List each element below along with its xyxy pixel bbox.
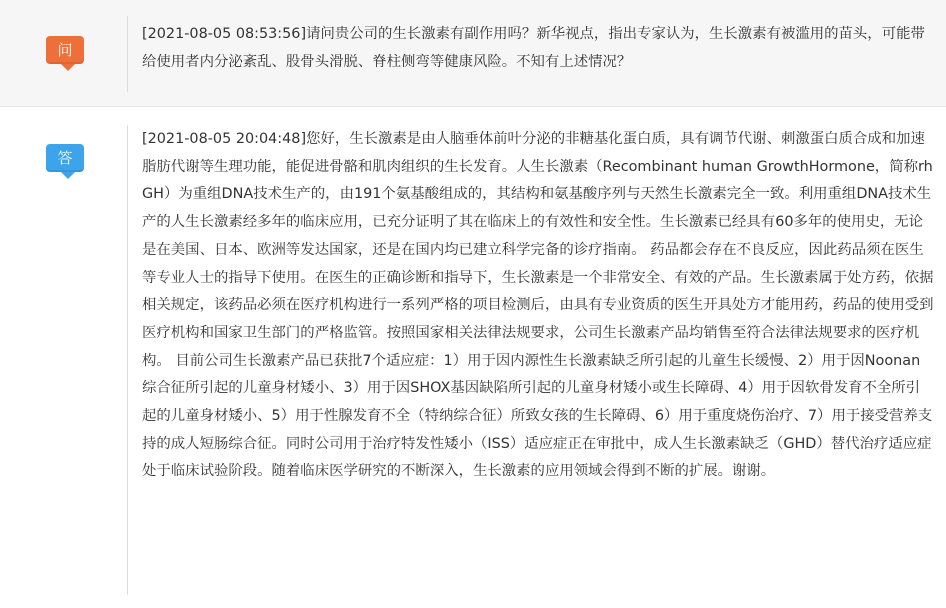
answer-divider	[127, 125, 128, 595]
question-text: [2021-08-05 08:53:56]请问贵公司的生长激素有副作用吗？新华视点，指出专家认为，生长激素有被滥用的苗头，可能带给使用者内分泌紊乱、股骨头滑脱、脊柱侧弯等健康风险。不知有上述情况？	[142, 26, 925, 70]
question-badge-icon: 问	[46, 36, 84, 64]
answer-badge-icon: 答	[46, 144, 84, 172]
answer-text: [2021-08-05 20:04:48]您好，生长激素是由人脑垂体前叶分泌的非糖基化蛋白质，具有调节代谢、刺激蛋白质合成和加速脂肪代谢等生理功能，能促进骨骼和肌肉组织的生长发育。人生长激素（Recombinant human GrowthHormone，简称rhGH）为重组DNA技术生产的，由191个氨基酸组成的，其结构和氨基酸序列与天然生长激素完全一致。利用重组DNA技术生产的人生长激素经多年的临床应用，已充分证明了其在临床上的有效性和安全性。生长激素已经具有60多年的使用史，无论是在美国、日本、欧洲等发达国家，还是在国内均已建立科学完备的诊疗指南。 药品都会存在不良反应，因此药品须在医生等专业人士的指导下使用。在医生的正确诊断和指导下，生长激素是一个非常安全、有效的产品。生长激素属于处方药，依据相关规定，该药品必须在医疗机构进行一系列严格的项目检测后，由具有专业资质的医生开具处方才能用药，药品的使用受到医疗机构和国家卫生部门的严格监管。按照国家相关法律法规要求，公司生长激素产品均销售至符合法律法规要求的医疗机构。 目前公司生长激素产品已获批7个适应症：1）用于因内源性生长激素缺乏所引起的儿童生长缓慢、2）用于因Noonan综合征所引起的儿童身材矮小、3）用于因SHOX基因缺陷所引起的儿童身材矮小或生长障碍、4）用于因软骨发育不全所引起的儿童身材矮小、5）用于性腺发育不全（特纳综合征）所致女孩的生长障碍、6）用于重度烧伤治疗、7）用于接受营养支持的成人短肠综合征。同时公司用于治疗特发性矮小（ISS）适应症正在审批中，成人生长激素缺乏（GHD）替代治疗适应症处于临床试验阶段。随着临床医学研究的不断深入，生长激素的应用领域会得到不断的扩展。谢谢。	[142, 131, 934, 480]
question-divider	[127, 16, 128, 92]
question-block	[0, 0, 946, 107]
answer-block	[0, 108, 946, 608]
